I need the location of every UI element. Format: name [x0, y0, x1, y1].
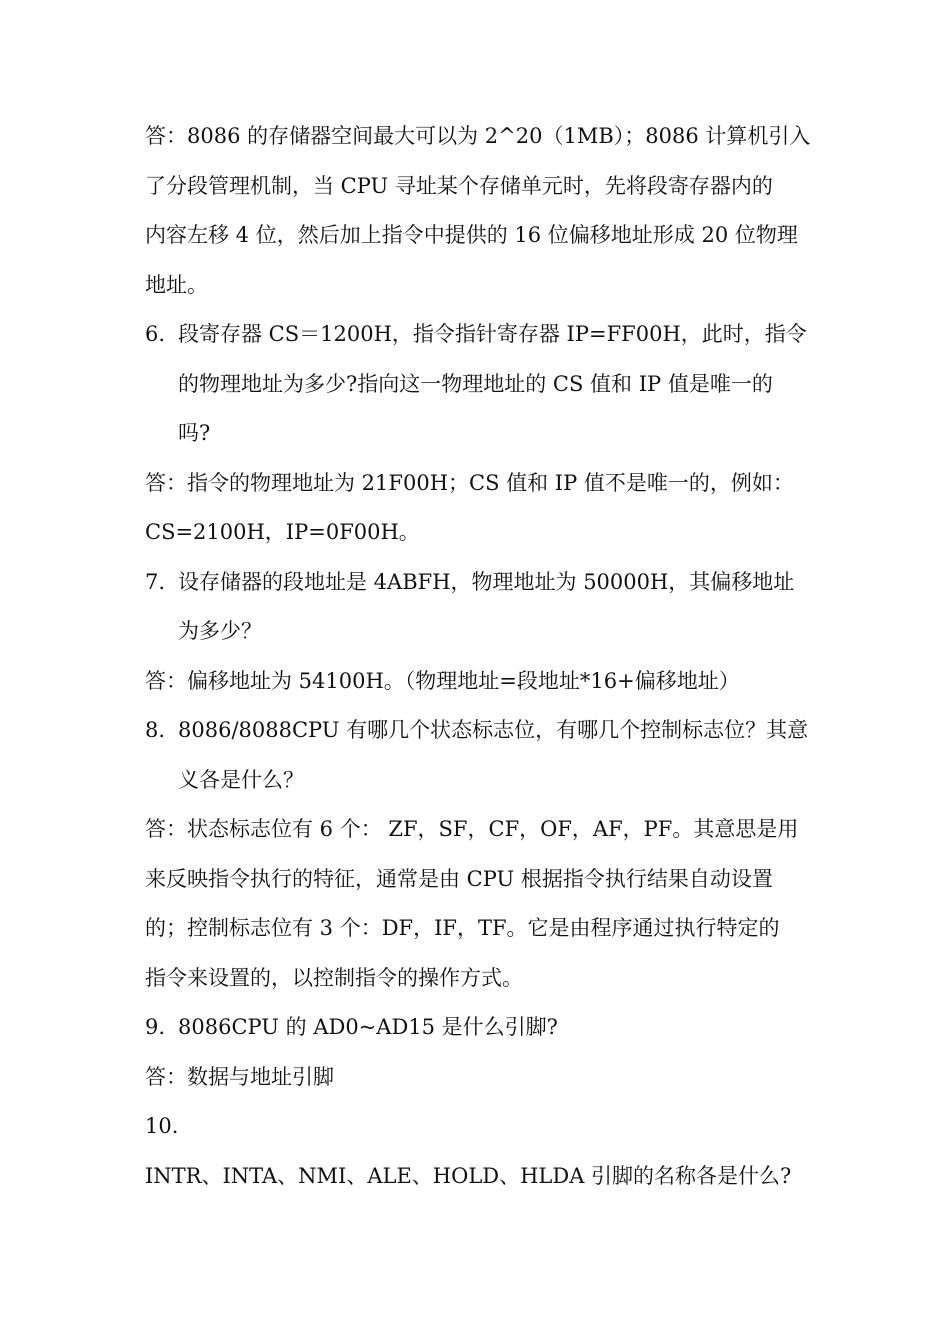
answer-line: 答：状态标志位有 6 个： ZF，SF，CF，OF，AF，PF。其意思是用 — [145, 817, 799, 841]
answer-line: 了分段管理机制，当 CPU 寻址某个存储单元时，先将段寄存器内的 — [145, 173, 773, 198]
question-line: 8086/8088CPU 有哪几个状态标志位，有哪几个控制标志位？其意 — [178, 718, 809, 742]
question-line: 段寄存器 CS＝1200H，指令指针寄存器 IP=FF00H，此时，指令 — [178, 322, 807, 346]
question-number: 6. — [145, 322, 166, 346]
question-line: 的物理地址为多少?指向这一物理地址的 CS 值和 IP 值是唯一的 — [178, 371, 773, 396]
question-line: 8086CPU 的 AD0~AD15 是什么引脚? — [178, 1015, 558, 1039]
document-body — [145, 112, 815, 1201]
answer-paragraph — [145, 657, 815, 707]
answer-paragraph — [145, 805, 815, 1003]
answer-line: 来反映指令执行的特征，通常是由 CPU 根据指令执行结果自动设置 — [145, 866, 773, 891]
question-line: 设存储器的段地址是 4ABFH，物理地址为 50000H，其偏移地址 — [178, 569, 795, 594]
question-line: 为多少？ — [178, 619, 262, 643]
question-item — [145, 1102, 815, 1201]
question-number: 9. — [145, 1015, 166, 1039]
answer-line: 指令来设置的，以控制指令的操作方式。 — [145, 965, 523, 990]
question-number: 7. — [145, 569, 166, 594]
question-item — [145, 706, 815, 805]
question-number: 8. — [145, 718, 166, 742]
question-item — [145, 1003, 815, 1053]
question-line: 吗? — [178, 421, 211, 445]
answer-line: 答：数据与地址引脚 — [145, 1064, 334, 1089]
answer-paragraph — [145, 112, 815, 310]
answer-paragraph — [145, 459, 815, 558]
question-number: 10. — [145, 1114, 179, 1138]
answer-line: 答：偏移地址为 54100H。（物理地址=段地址*16+偏移地址） — [145, 668, 740, 693]
answer-line: 的；控制标志位有 3 个：DF，IF，TF。它是由程序通过执行特定的 — [145, 916, 780, 940]
answer-line: 内容左移 4 位，然后加上指令中提供的 16 位偏移地址形成 20 位物理 — [145, 223, 798, 247]
answer-line: CS=2100H，IP=0F00H。 — [145, 520, 420, 544]
question-item — [145, 310, 815, 459]
question-line: 义各是什么？ — [178, 767, 304, 792]
question-line: INTR、INTA、NMI、ALE、HOLD、HLDA 引脚的名称各是什么? — [145, 1163, 792, 1188]
answer-paragraph — [145, 1053, 815, 1103]
question-item — [145, 558, 815, 657]
answer-line: 地址。 — [145, 272, 208, 297]
answer-line: 答：8086 的存储器空间最大可以为 2^20（1MB）；8086 计算机引入 — [145, 124, 811, 148]
answer-line: 答：指令的物理地址为 21F00H；CS 值和 IP 值不是唯一的，例如： — [145, 470, 794, 495]
